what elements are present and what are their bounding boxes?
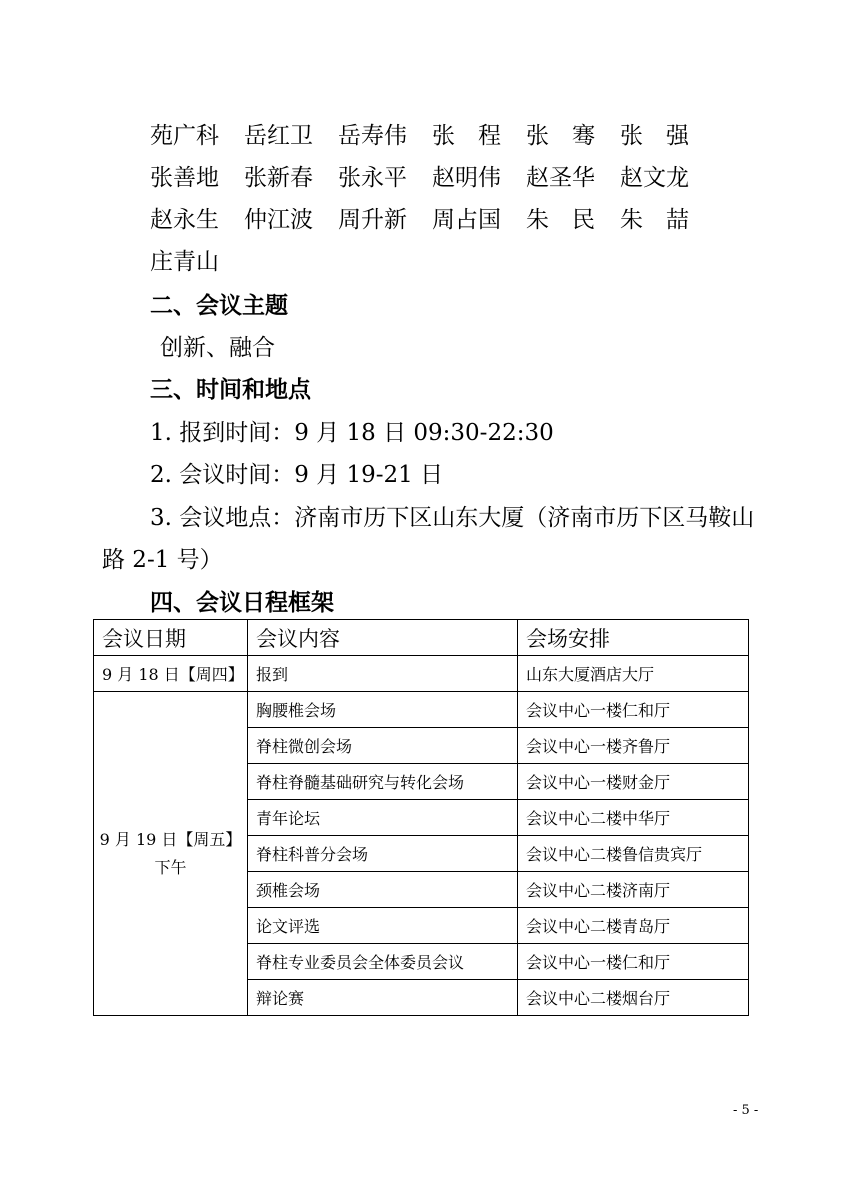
page-number: - 5 -: [733, 1103, 759, 1118]
header-content: 会议内容: [248, 620, 518, 656]
member-name: 周升新: [338, 207, 407, 233]
cell-venue: 会议中心二楼济南厅: [518, 872, 749, 908]
member-name: 庄青山: [150, 249, 219, 275]
member-name: 朱 民: [526, 207, 595, 233]
schedule-table: [93, 619, 749, 1016]
theme-text: 创新、融合: [160, 335, 275, 361]
cell-venue: 会议中心二楼烟台厅: [518, 980, 749, 1016]
member-name: 张永平: [338, 165, 407, 191]
member-name: 周占国: [432, 207, 501, 233]
date-subline: 下午: [154, 857, 187, 877]
header-venue: 会场安排: [518, 620, 749, 656]
cell-content: 辩论赛: [248, 980, 518, 1016]
cell-content: 报到: [248, 656, 518, 692]
committee-name-list: [150, 116, 770, 284]
cell-venue: 会议中心二楼中华厅: [518, 800, 749, 836]
cell-venue: 会议中心一楼财金厅: [518, 764, 749, 800]
member-name: 赵明伟: [432, 165, 501, 191]
table-row: [94, 692, 749, 728]
cell-venue: 会议中心二楼鲁信贵宾厅: [518, 836, 749, 872]
cell-date: 9 月 18 日【周四】: [94, 656, 248, 692]
member-name: 朱 喆: [620, 207, 689, 233]
member-name: 赵文龙: [620, 165, 689, 191]
member-name: 张新春: [244, 165, 313, 191]
member-name: 岳红卫: [244, 123, 313, 149]
cell-content: 脊柱微创会场: [248, 728, 518, 764]
meeting-venue-line2: 路 2-1 号）: [102, 547, 223, 573]
cell-content: 颈椎会场: [248, 872, 518, 908]
meeting-venue-line1: 3. 会议地点：济南市历下区山东大厦（济南市历下区马鞍山: [150, 505, 755, 531]
member-name: 张 骞: [526, 123, 595, 149]
section-heading-time-place: 三、时间和地点: [150, 377, 311, 403]
cell-content: 论文评选: [248, 908, 518, 944]
name-row: [150, 242, 770, 284]
cell-content: 脊柱脊髓基础研究与转化会场: [248, 764, 518, 800]
cell-content: 脊柱专业委员会全体委员会议: [248, 944, 518, 980]
table-header-row: [94, 620, 749, 656]
name-row: [150, 116, 770, 158]
member-name: 岳寿伟: [338, 123, 407, 149]
cell-date-merged: [94, 692, 248, 1016]
cell-venue: 山东大厦酒店大厅: [518, 656, 749, 692]
name-row: [150, 200, 770, 242]
cell-venue: 会议中心一楼齐鲁厅: [518, 728, 749, 764]
cell-venue: 会议中心一楼仁和厅: [518, 944, 749, 980]
member-name: 赵圣华: [526, 165, 595, 191]
cell-content: 胸腰椎会场: [248, 692, 518, 728]
member-name: 仲江波: [244, 207, 313, 233]
meeting-time: 2. 会议时间：9 月 19-21 日: [150, 462, 444, 488]
registration-time: 1. 报到时间：9 月 18 日 09:30-22:30: [150, 420, 554, 446]
member-name: 赵永生: [150, 207, 219, 233]
member-name: 苑广科: [150, 123, 219, 149]
member-name: 张善地: [150, 165, 219, 191]
table-row: [94, 656, 749, 692]
cell-venue: 会议中心一楼仁和厅: [518, 692, 749, 728]
name-row: [150, 158, 770, 200]
cell-venue: 会议中心二楼青岛厅: [518, 908, 749, 944]
cell-content: 脊柱科普分会场: [248, 836, 518, 872]
header-date: 会议日期: [94, 620, 248, 656]
cell-content: 青年论坛: [248, 800, 518, 836]
section-heading-schedule: 四、会议日程框架: [150, 590, 334, 616]
member-name: 张 强: [620, 123, 689, 149]
member-name: 张 程: [432, 123, 501, 149]
date-line: 9 月 19 日【周五】: [99, 829, 242, 849]
section-heading-theme: 二、会议主题: [150, 293, 288, 319]
